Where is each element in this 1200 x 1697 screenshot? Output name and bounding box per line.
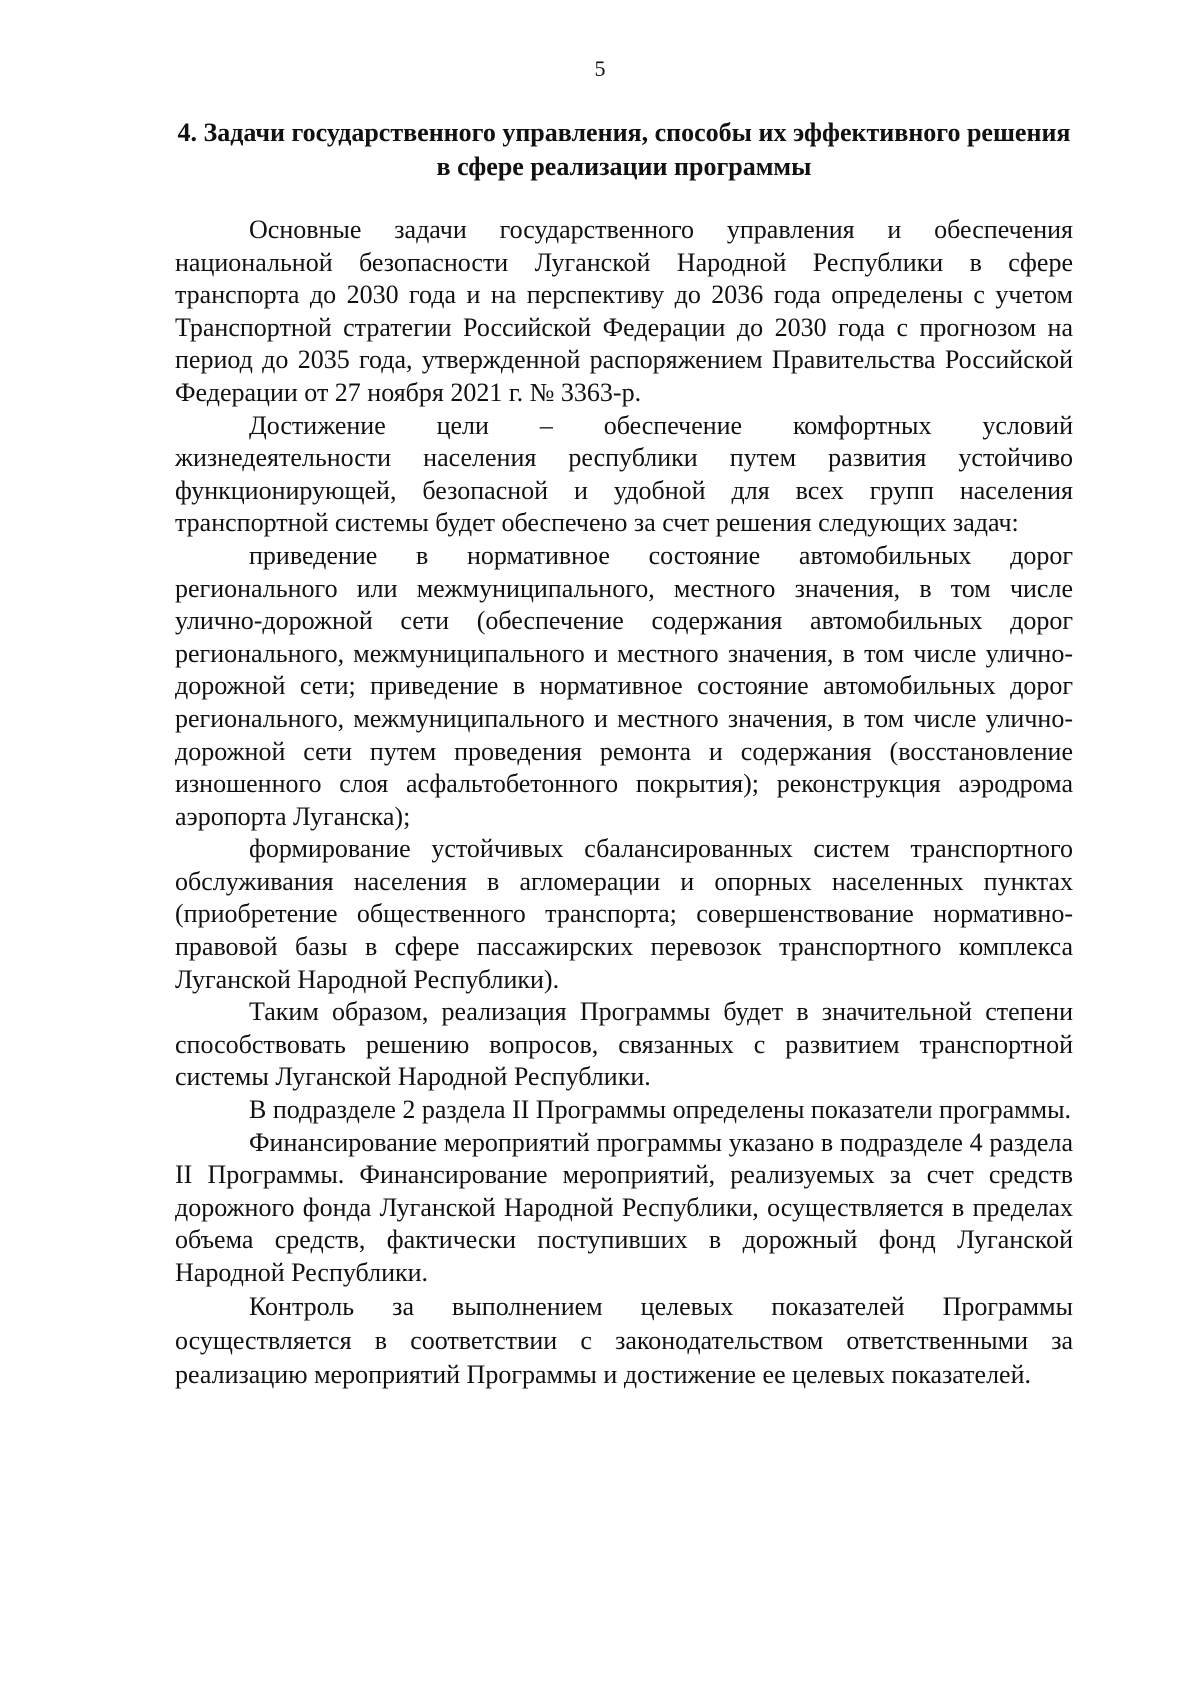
paragraph-task-roads: приведение в нормативное состояние автомобильных дорог регионального или межмуниципального, местного значения, в том числе улично-дорожной сети (обеспечение содержания автомобильных дорог регионального, межмуниципального и местного значения, в том числе улично-дорожной сети; приведение в нормативное состояние автомобильных дорог регионального, межмуниципального и местного значения, в том числе улично-дорожной сети путем проведения ремонта и содержания (восстановление изношенного слоя асфальтобетонного покрытия); реконструкция аэродрома аэропорта Луганска); xyxy=(175,540,1073,831)
paragraph-goal: Достижение цели – обеспечение комфортных условий жизнедеятельности населения республики путем развития устойчиво функционирующей, безопасной и удобной для всех групп населения транспортной системы будет обеспечено за счет решения следующих задач: xyxy=(175,410,1073,538)
paragraph-control: Контроль за выполнением целевых показателей Программы осуществляется в соответствии с законодательством ответственными за реализацию мероприятий Программы и достижение ее целевых показателей. xyxy=(175,1291,1073,1389)
paragraph-financing: Финансирование мероприятий программы указано в подразделе 4 раздела II Программы. Финансирование мероприятий, реализуемых за счет средств дорожного фонда Луганской Народной Республики, осуществляется в пределах объема средств, фактически поступивших в дорожный фонд Луганской Народной Республики. xyxy=(175,1127,1073,1287)
paragraph-conclusion: Таким образом, реализация Программы будет в значительной степени способствовать решению вопросов, связанных с развитием транспортной системы Луганской Народной Республики. xyxy=(175,997,1073,1092)
section-heading: 4. Задачи государственного управления, способы их эффективного решения в сфере реализации программы xyxy=(177,118,1071,181)
paragraph-main-tasks: Основные задачи государственного управления и обеспечения национальной безопасности Луганской Народной Республики в сфере транспорта до 2030 года и на перспективу до 2036 года определены с учетом Транспортной стратегии Российской Федерации до 2030 года с прогнозом на период до 2035 года, утвержденной распоряжением Правительства Российской Федерации от 27 ноября 2021 г. № 3363-р. xyxy=(175,215,1073,407)
page-number: 5 xyxy=(594,56,606,81)
section-body xyxy=(175,214,1073,1392)
paragraph-indicators: В подразделе 2 раздела II Программы определены показатели программы. xyxy=(249,1095,1072,1125)
paragraph-task-transport-service: формирование устойчивых сбалансированных систем транспортного обслуживания населения в агломерации и опорных населенных пунктах (приобретение общественного транспорта; совершенствование нормативно-правовой базы в сфере пассажирских перевозок транспортного комплекса Луганской Народной Республики). xyxy=(175,834,1073,994)
